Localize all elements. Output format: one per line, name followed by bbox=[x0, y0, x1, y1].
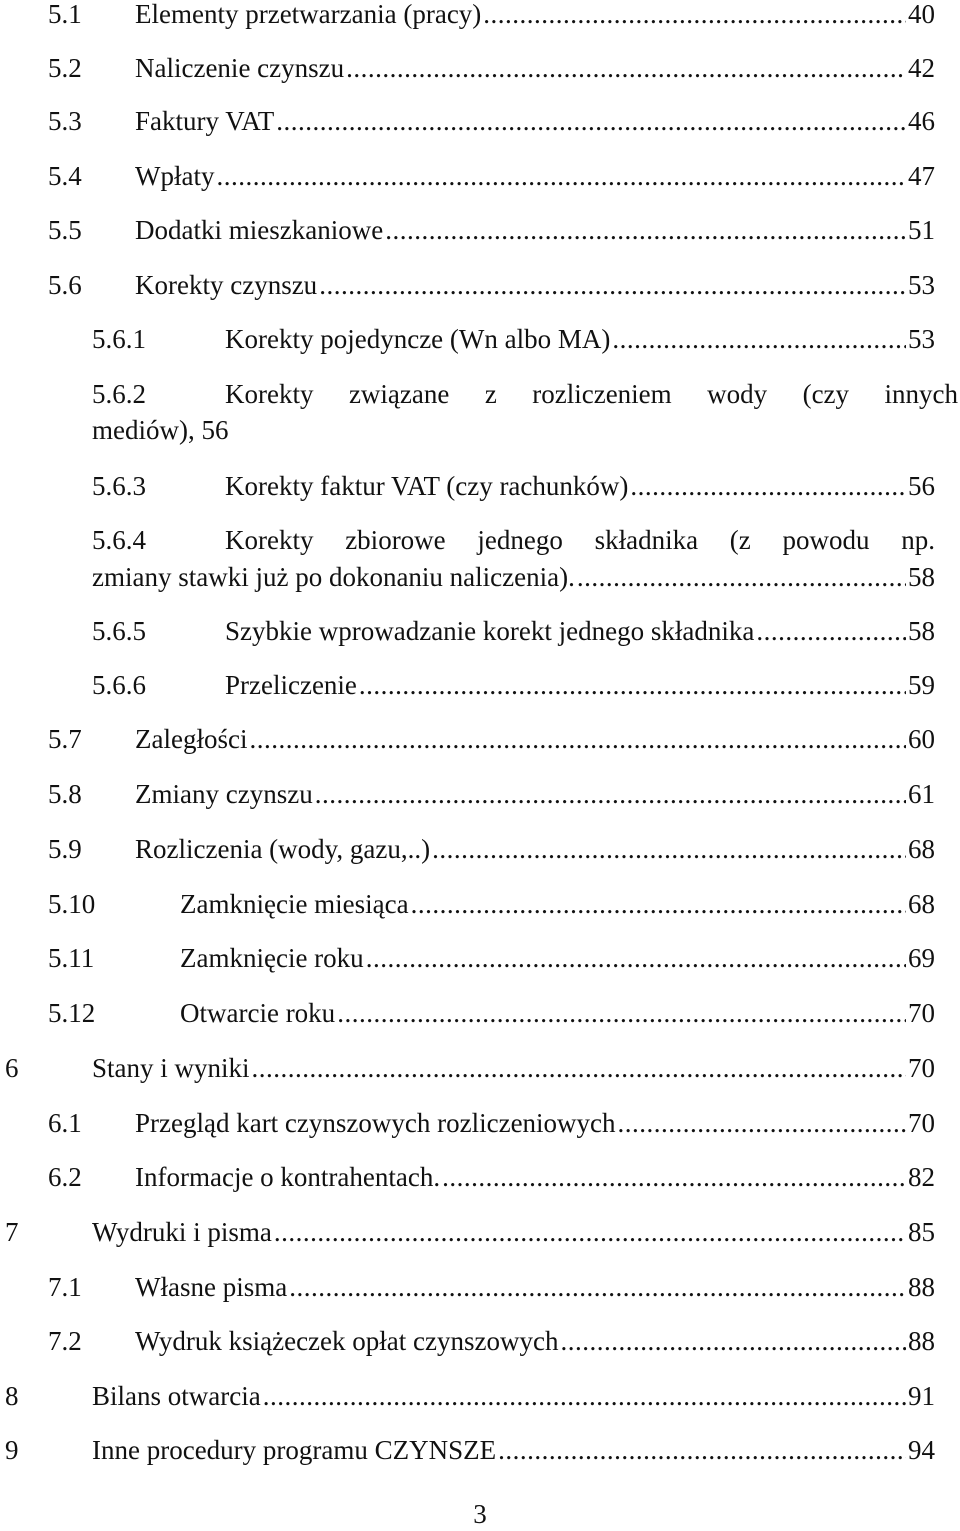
dot-leader bbox=[442, 1160, 906, 1194]
toc-entry[interactable] bbox=[48, 1324, 935, 1358]
toc-entry-page: 40 bbox=[908, 0, 935, 29]
title-word: np. bbox=[901, 525, 935, 555]
toc-entry-title: zmiany stawki już po dokonaniu naliczenia). bbox=[92, 562, 575, 592]
dot-leader bbox=[560, 1324, 906, 1358]
title-word: zbiorowe bbox=[345, 525, 446, 555]
toc-entry-title: Faktury VAT bbox=[135, 106, 275, 136]
toc-entry-page: 58 bbox=[908, 616, 935, 646]
toc-entry-number: 5.5 bbox=[48, 215, 82, 245]
toc-entry[interactable] bbox=[48, 777, 935, 811]
dot-leader bbox=[618, 1106, 906, 1140]
toc-entry[interactable] bbox=[5, 1379, 935, 1413]
title-word: z bbox=[484, 379, 497, 409]
toc-entry-title: Zaległości bbox=[135, 724, 248, 754]
toc-entry-number: 6 bbox=[5, 1053, 19, 1083]
toc-entry[interactable] bbox=[48, 832, 935, 866]
dot-leader bbox=[274, 1215, 906, 1249]
dot-leader bbox=[432, 832, 906, 866]
dot-leader bbox=[498, 1433, 906, 1467]
toc-entry-title: Stany i wyniki bbox=[92, 1053, 250, 1083]
toc-entry[interactable] bbox=[5, 1215, 935, 1249]
toc-entry-number: 7.2 bbox=[48, 1326, 82, 1356]
toc-entry-number: 5.6.5 bbox=[92, 616, 146, 646]
toc-entry-number: 5.11 bbox=[48, 943, 95, 973]
toc-entry-number: 5.6.6 bbox=[92, 670, 146, 700]
toc-entry[interactable] bbox=[48, 996, 935, 1030]
toc-entry[interactable] bbox=[48, 213, 935, 247]
toc-entry-number: 5.12 bbox=[48, 998, 96, 1028]
title-word: składnika bbox=[594, 525, 699, 555]
toc-entry-title: Szybkie wprowadzanie korekt jednego składnika bbox=[225, 616, 755, 646]
dot-leader bbox=[337, 996, 906, 1030]
toc-entry-page: 70 bbox=[908, 1053, 935, 1083]
toc-entry[interactable] bbox=[48, 104, 935, 138]
toc-entry-page: 68 bbox=[908, 889, 935, 919]
toc-entry-title[interactable] bbox=[225, 377, 958, 411]
toc-entry-number: 5.2 bbox=[48, 53, 82, 83]
toc-entry-number: 5.6.1 bbox=[92, 324, 146, 354]
dot-leader bbox=[346, 51, 906, 85]
toc-entry-page: 53 bbox=[908, 270, 935, 300]
toc-entry-title: Wydruki i pisma bbox=[92, 1217, 272, 1247]
toc-entry-title: Korekty pojedyncze (Wn albo MA) bbox=[225, 324, 611, 354]
toc-entry[interactable] bbox=[48, 1106, 935, 1140]
toc-entry-title: Elementy przetwarzania (pracy) bbox=[135, 0, 482, 29]
toc-entry-page: 47 bbox=[908, 161, 935, 191]
toc-entry-title: Bilans otwarcia bbox=[92, 1381, 261, 1411]
toc-entry[interactable] bbox=[92, 469, 935, 503]
dot-leader bbox=[577, 560, 906, 594]
dot-leader bbox=[385, 213, 906, 247]
dot-leader bbox=[249, 722, 906, 756]
toc-entry-number: 5.10 bbox=[48, 889, 96, 919]
toc-entry-continuation[interactable] bbox=[92, 560, 935, 594]
dot-leader bbox=[289, 1270, 906, 1304]
toc-entry-number: 5.6.4 bbox=[92, 525, 146, 555]
toc-entry-page: 94 bbox=[908, 1435, 935, 1465]
toc-entry-number: 8 bbox=[5, 1381, 19, 1411]
toc-entry-title: Korekty czynszu bbox=[135, 270, 318, 300]
toc-entry-page: 56 bbox=[908, 471, 935, 501]
toc-entry-page: 61 bbox=[908, 779, 935, 809]
toc-entry-title: Rozliczenia (wody, gazu,..) bbox=[135, 834, 431, 864]
toc-entry-page: 70 bbox=[908, 998, 935, 1028]
toc-entry-number: 7.1 bbox=[48, 1272, 82, 1302]
toc-entry-title: Przeliczenie bbox=[225, 670, 357, 700]
toc-entry-page: 51 bbox=[908, 215, 935, 245]
toc-entry-number: 6.1 bbox=[48, 1108, 82, 1138]
toc-entry-title: Zmiany czynszu bbox=[135, 779, 313, 809]
toc-entry-page: 85 bbox=[908, 1217, 935, 1247]
toc-entry-page: 58 bbox=[908, 562, 935, 592]
toc-entry-number: 5.9 bbox=[48, 834, 82, 864]
toc-entry[interactable] bbox=[5, 1051, 935, 1085]
toc-entry-number: 5.6.3 bbox=[92, 471, 146, 501]
dot-leader bbox=[319, 268, 906, 302]
toc-entry-title: Własne pisma bbox=[135, 1272, 288, 1302]
dot-leader bbox=[359, 668, 906, 702]
toc-entry[interactable] bbox=[48, 1160, 935, 1194]
toc-entry-title: Przegląd kart czynszowych rozliczeniowych bbox=[135, 1108, 616, 1138]
toc-entry-title: Informacje o kontrahentach. bbox=[135, 1162, 441, 1192]
title-word: związane bbox=[348, 379, 450, 409]
page-number: 3 bbox=[473, 1499, 487, 1529]
title-word: innych bbox=[884, 379, 958, 409]
toc-entry-title[interactable] bbox=[225, 523, 935, 557]
title-word: powodu bbox=[782, 525, 870, 555]
dot-leader bbox=[315, 777, 906, 811]
toc-entry[interactable] bbox=[48, 941, 935, 975]
toc-entry-page: 60 bbox=[908, 724, 935, 754]
toc-entry-page: 42 bbox=[908, 53, 935, 83]
toc-entry-number: 5.6.2 bbox=[92, 379, 146, 409]
toc-entry-page: 68 bbox=[908, 834, 935, 864]
dot-leader bbox=[756, 614, 906, 648]
dot-leader bbox=[411, 887, 906, 921]
toc-entry[interactable] bbox=[48, 887, 935, 921]
toc-entry-number: 5.1 bbox=[48, 0, 82, 29]
toc-entry-page: 91 bbox=[908, 1381, 935, 1411]
toc-entry-page: 53 bbox=[908, 324, 935, 354]
toc-entry[interactable] bbox=[48, 268, 935, 302]
dot-leader bbox=[216, 159, 906, 193]
toc-entry-title: Otwarcie roku bbox=[180, 998, 336, 1028]
title-word: Korekty bbox=[225, 379, 314, 409]
title-word: (z bbox=[729, 525, 751, 555]
dot-leader bbox=[612, 322, 906, 356]
dot-leader bbox=[630, 469, 906, 503]
toc-entry-title: Naliczenie czynszu bbox=[135, 53, 345, 83]
title-word: jednego bbox=[477, 525, 563, 555]
toc-entry-title: Wpłaty bbox=[135, 161, 215, 191]
toc-entry-title: Zamknięcie miesiąca bbox=[180, 889, 409, 919]
toc-entry[interactable] bbox=[92, 614, 935, 648]
toc-entry[interactable] bbox=[48, 722, 935, 756]
toc-entry-number: 5.6 bbox=[48, 270, 82, 300]
dot-leader bbox=[252, 1051, 906, 1085]
toc-entry[interactable] bbox=[5, 1433, 935, 1467]
toc-entry-number: 5.7 bbox=[48, 724, 82, 754]
toc-entry-continuation: mediów), 56 bbox=[92, 415, 229, 445]
dot-leader bbox=[483, 0, 906, 31]
toc-entry-title: Korekty faktur VAT (czy rachunków) bbox=[225, 471, 629, 501]
toc-entry-title: Dodatki mieszkaniowe bbox=[135, 215, 384, 245]
toc-entry-page: 88 bbox=[908, 1326, 935, 1356]
toc-entry-number: 6.2 bbox=[48, 1162, 82, 1192]
toc-entry-title: Wydruk książeczek opłat czynszowych bbox=[135, 1326, 559, 1356]
toc-entry-number: 9 bbox=[5, 1435, 19, 1465]
toc-entry-number: 5.3 bbox=[48, 106, 82, 136]
toc-entry-number: 5.4 bbox=[48, 161, 82, 191]
toc-entry-page: 82 bbox=[908, 1162, 935, 1192]
toc-entry-page: 59 bbox=[908, 670, 935, 700]
dot-leader bbox=[276, 104, 906, 138]
dot-leader bbox=[366, 941, 906, 975]
title-word: rozliczeniem bbox=[532, 379, 672, 409]
toc-entry[interactable] bbox=[92, 322, 935, 356]
title-word: (czy bbox=[802, 379, 850, 409]
toc-entry[interactable] bbox=[48, 51, 935, 85]
toc-entry-number: 5.8 bbox=[48, 779, 82, 809]
toc-entry-page: 69 bbox=[908, 943, 935, 973]
toc-entry[interactable] bbox=[48, 0, 935, 31]
title-word: Korekty bbox=[225, 525, 314, 555]
toc-entry[interactable] bbox=[92, 668, 935, 702]
toc-entry-title: Inne procedury programu CZYNSZE bbox=[92, 1435, 497, 1465]
toc-entry-page: 88 bbox=[908, 1272, 935, 1302]
toc-entry-title: Zamknięcie roku bbox=[180, 943, 364, 973]
toc-entry-page: 46 bbox=[908, 106, 935, 136]
title-word: wody bbox=[707, 379, 768, 409]
toc-entry[interactable] bbox=[48, 159, 935, 193]
toc-entry-page: 70 bbox=[908, 1108, 935, 1138]
dot-leader bbox=[263, 1379, 906, 1413]
toc-entry-number: 7 bbox=[5, 1217, 19, 1247]
toc-entry[interactable] bbox=[48, 1270, 935, 1304]
